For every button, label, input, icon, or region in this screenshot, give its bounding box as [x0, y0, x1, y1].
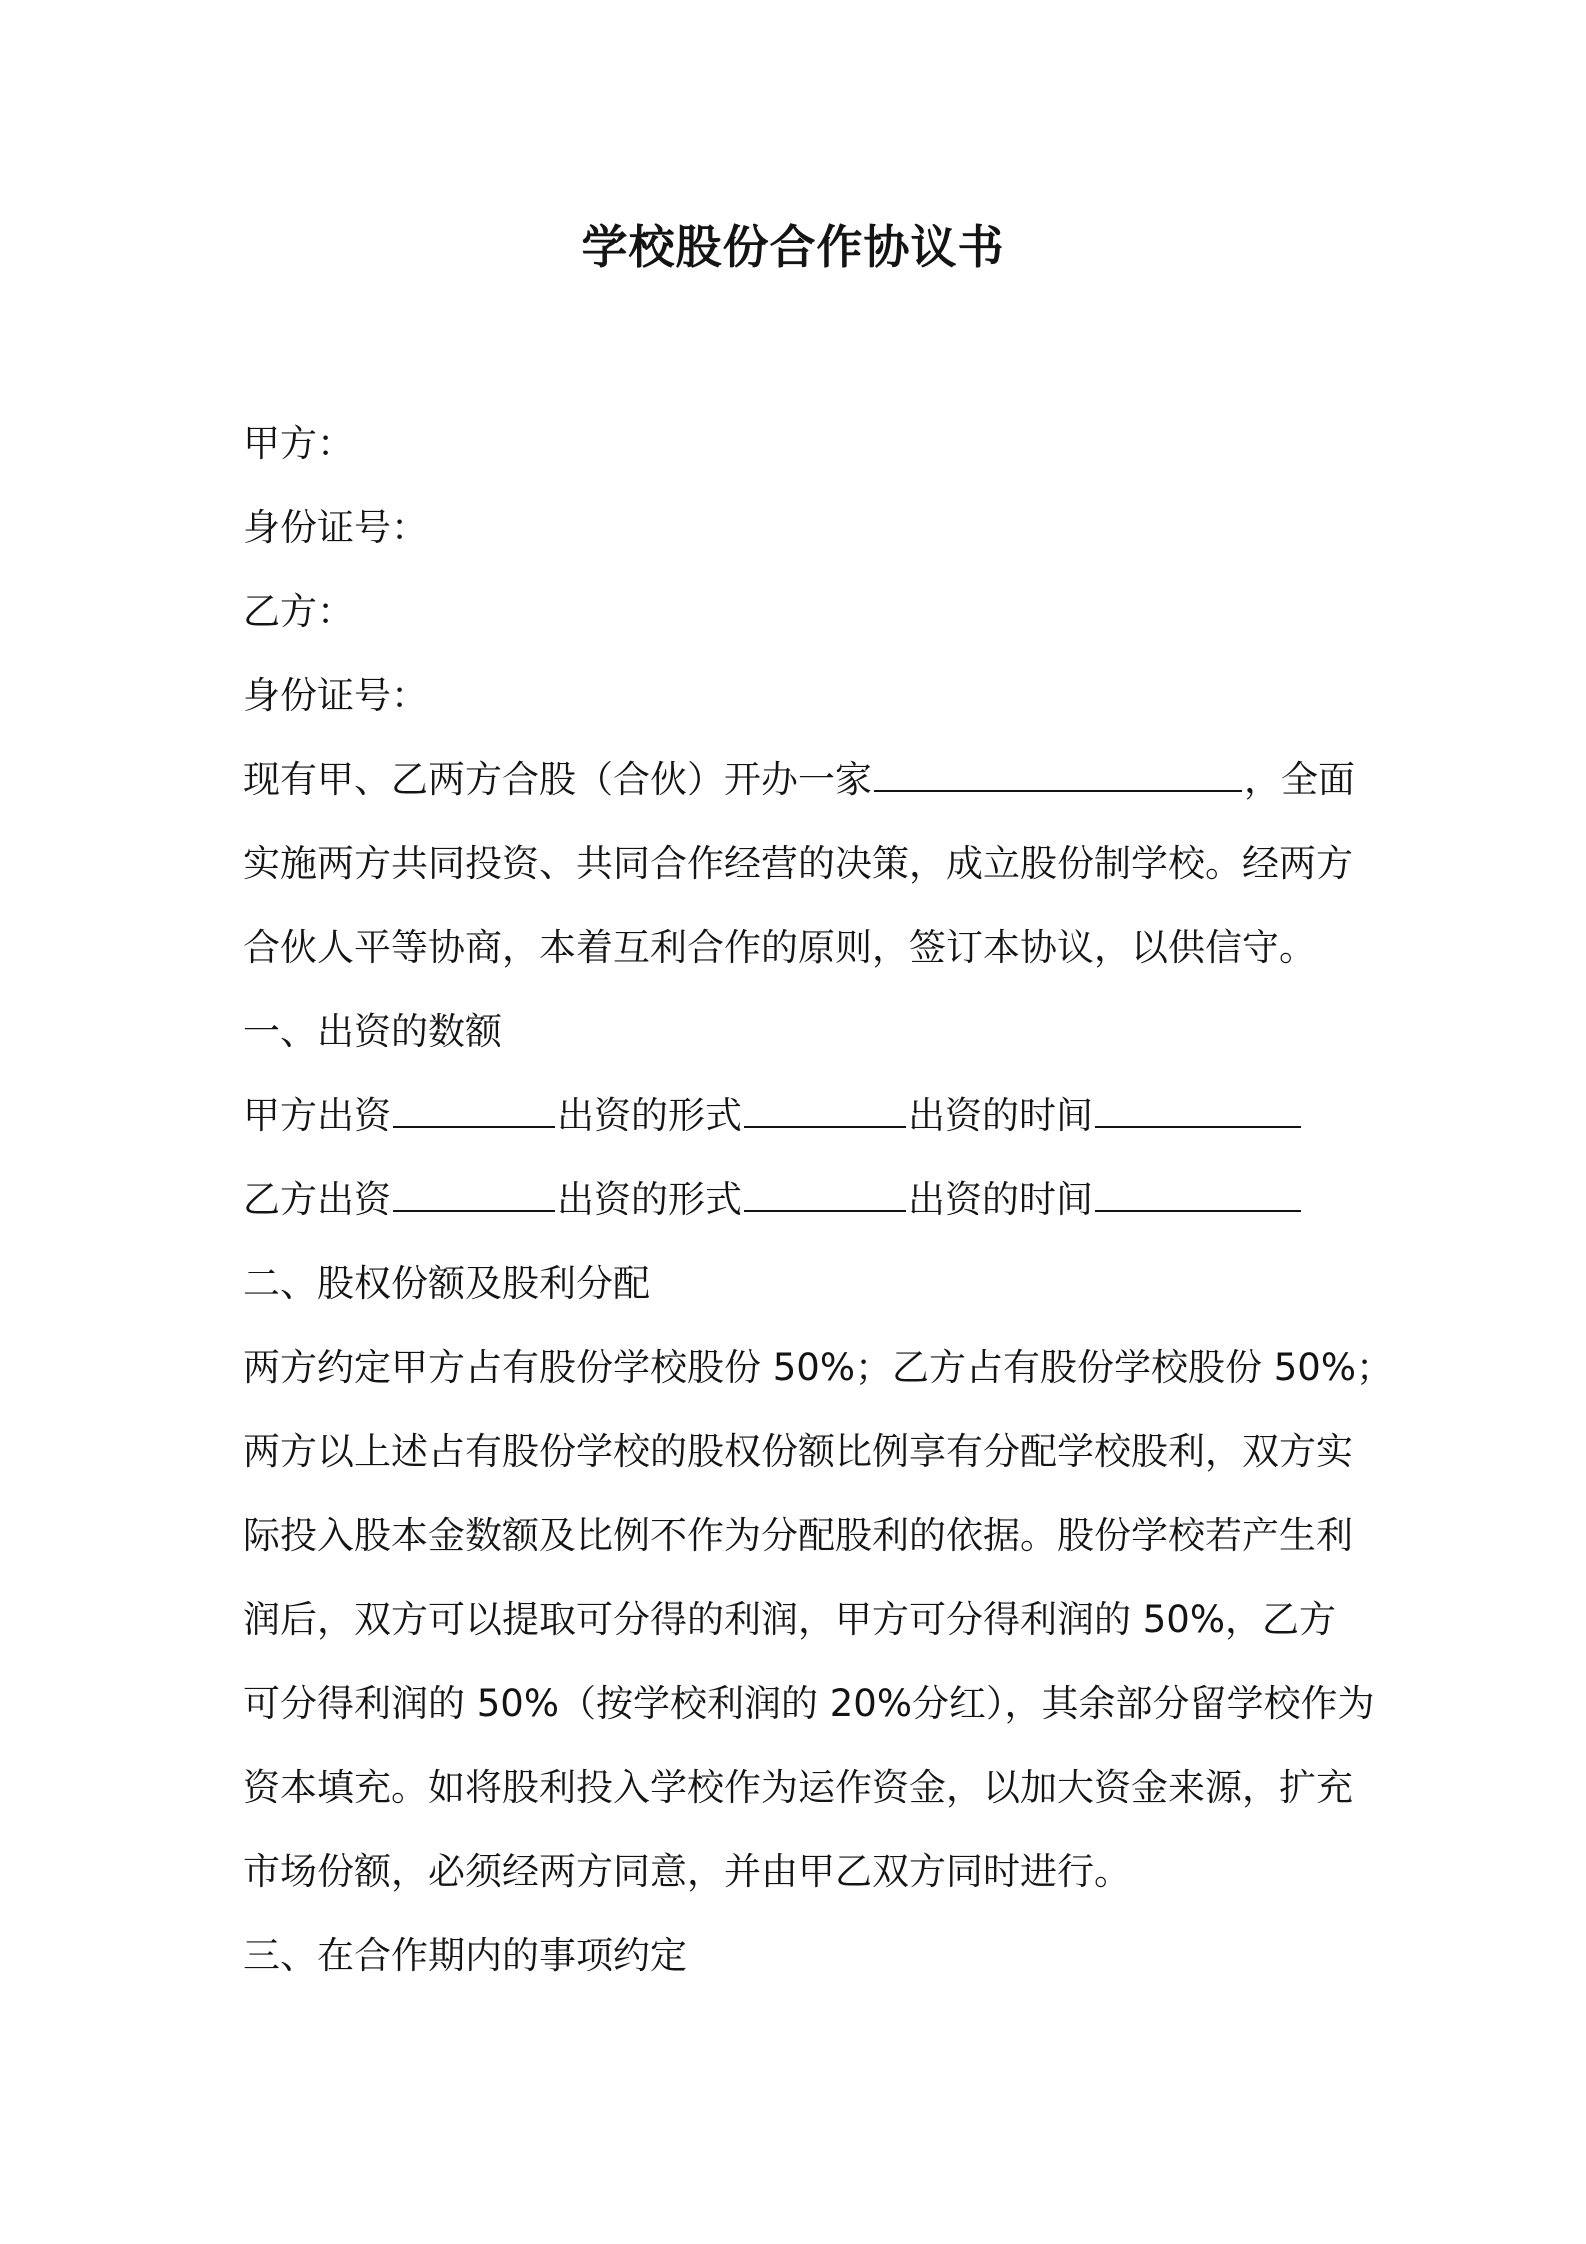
party-a-time-blank [1095, 1096, 1301, 1128]
section-1-heading: 一、出资的数额 [243, 1010, 502, 1053]
party-b-label: 乙方： [243, 590, 354, 633]
school-name-blank [874, 760, 1242, 792]
document-title: 学校股份合作协议书 [581, 220, 1005, 274]
party-a-id-label: 身份证号： [243, 506, 428, 549]
party-b-amount-blank [393, 1180, 555, 1212]
section-2-line: 两方以上述占有股份学校的股权份额比例享有分配学校股利，双方实 [243, 1430, 1353, 1473]
party-a-amount-blank [393, 1096, 555, 1128]
party-a-time-label: 出资的时间 [908, 1094, 1093, 1137]
party-a-label: 甲方： [243, 422, 354, 465]
party-b-time-label: 出资的时间 [908, 1178, 1093, 1221]
party-a-form-label: 出资的形式 [557, 1094, 742, 1137]
section-2-line: 两方约定甲方占有股份学校股份 50%；乙方占有股份学校股份 50%； [243, 1346, 1393, 1389]
section-2-line: 润后，双方可以提取可分得的利润，甲方可分得利润的 50%，乙方 [243, 1598, 1336, 1641]
section-2-line: 资本填充。如将股利投入学校作为运作资金，以加大资金来源，扩充 [243, 1766, 1353, 1809]
party-a-contribution-row [243, 1074, 1358, 1158]
document-body [243, 402, 1393, 1998]
section-3-heading: 三、在合作期内的事项约定 [243, 1934, 687, 1977]
intro-line-1 [243, 738, 1358, 822]
section-2-line: 际投入股本金数额及比例不作为分配股利的依据。股份学校若产生利 [243, 1514, 1353, 1557]
section-2-line: 市场份额，必须经两方同意，并由甲乙双方同时进行。 [243, 1850, 1131, 1893]
party-b-form-label: 出资的形式 [557, 1178, 742, 1221]
party-b-id-label: 身份证号： [243, 674, 428, 717]
party-b-contribution-label: 乙方出资 [243, 1178, 391, 1221]
intro-line-2: 实施两方共同投资、共同合作经营的决策，成立股份制学校。经两方 [243, 842, 1353, 885]
party-b-contribution-row [243, 1158, 1358, 1242]
intro-line-3: 合伙人平等协商，本着互利合作的原则，签订本协议，以供信守。 [243, 926, 1316, 969]
party-a-contribution-label: 甲方出资 [243, 1094, 391, 1137]
party-b-time-blank [1095, 1180, 1301, 1212]
party-b-form-blank [744, 1180, 906, 1212]
section-2-line: 可分得利润的 50%（按学校利润的 20%分红），其余部分留学校作为 [243, 1682, 1375, 1725]
section-2-heading: 二、股权份额及股利分配 [243, 1262, 650, 1305]
intro-line-1-after: ，全面 [1244, 758, 1355, 801]
intro-line-1-before: 现有甲、乙两方合股（合伙）开办一家 [243, 758, 872, 801]
party-a-form-blank [744, 1096, 906, 1128]
